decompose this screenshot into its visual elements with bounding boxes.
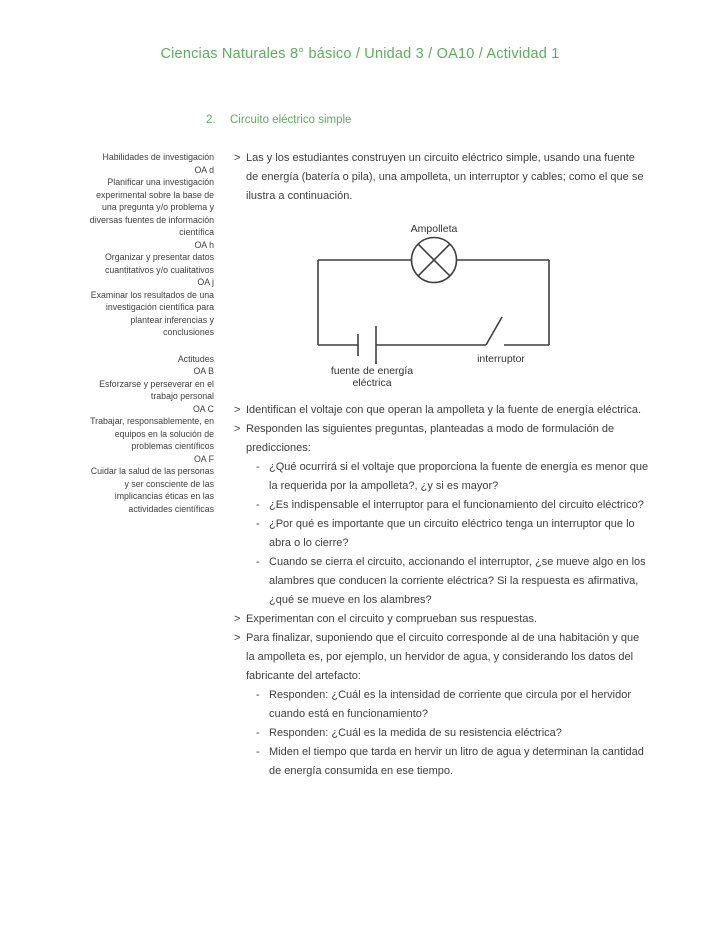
margin-notes	[87, 151, 214, 515]
dash-bullet-icon: -	[256, 727, 260, 739]
dash-bullet-icon: -	[256, 689, 260, 701]
oa-code: OA F	[193, 453, 214, 464]
svg-text:fuente de energía: fuente de energía	[330, 365, 414, 377]
circuit-wires	[318, 260, 549, 345]
page-title: Ciencias Naturales 8° básico / Unidad 3 / OA10 / Actividad 1	[160, 46, 560, 62]
oa-description: Examinar los resultados de una investigación científica para plantear inferencias y conclusiones	[90, 289, 214, 337]
activity-bullet	[206, 401, 654, 420]
oa-code: OA C	[192, 403, 214, 414]
oa-code: OA d	[194, 164, 214, 175]
activity-bullet	[206, 629, 654, 686]
circuit-diagram	[311, 217, 559, 389]
bullet-text: Las y los estudiantes construyen un circuito eléctrico simple, usando una fuente de energía (batería o pila), una ampolleta, un interruptor y cables; como el que se ilustra a continuación.	[246, 152, 644, 202]
activity-sub-bullet	[206, 743, 654, 781]
bullet-text: Para finalizar, suponiendo que el circuito corresponde al de una habitación y que la ampolleta es, por ejemplo, un hervidor de agua, y considerando los datos del fabricante del artefacto:	[246, 632, 640, 682]
source-label	[331, 365, 413, 389]
chevron-bullet-icon: >	[234, 632, 241, 644]
dash-bullet-icon: -	[256, 518, 260, 530]
section-heading	[206, 112, 654, 128]
oa-description: Trabajar, responsablemente, en equipos en la solución de problemas científicos	[90, 416, 214, 451]
activity-sub-bullet	[206, 496, 654, 515]
bullet-text: Responden las siguientes preguntas, planteadas a modo de formulación de predicciones:	[246, 423, 615, 454]
svg-text:eléctrica: eléctrica	[352, 377, 392, 389]
dash-bullet-icon: -	[256, 556, 260, 568]
dash-bullet-icon: -	[256, 461, 260, 473]
activity-sub-bullet	[206, 724, 654, 743]
lamp-icon	[412, 238, 457, 283]
oa-description: Esforzarse y perseverar en el trabajo personal	[99, 378, 214, 401]
dash-bullet-icon: -	[256, 746, 260, 758]
activity-bullet	[206, 420, 654, 458]
chevron-bullet-icon: >	[234, 423, 241, 435]
activity-bullet	[206, 610, 654, 629]
lamp-label: Ampolleta	[410, 223, 458, 235]
sub-bullet-text: Responden: ¿Cuál es la intensidad de corriente que circula por el hervidor cuando está en funcionamiento?	[269, 689, 631, 720]
sub-bullet-text: Miden el tiempo que tarda en hervir un litro de agua y determinan la cantidad de energía consumida en ese tiempo.	[269, 746, 644, 777]
oa-code: OA h	[194, 239, 214, 250]
activity-sub-bullet	[206, 458, 654, 496]
activity-bullet	[206, 149, 654, 206]
switch-icon	[486, 317, 502, 345]
oa-code: OA j	[197, 277, 214, 287]
sub-bullet-text: Responden: ¿Cuál es la medida de su resistencia eléctrica?	[269, 727, 562, 739]
attitudes-heading: Actitudes	[177, 353, 214, 364]
activity-body	[206, 149, 654, 781]
battery-icon	[358, 326, 376, 364]
section-number: 2.	[206, 114, 216, 126]
activity-content	[206, 112, 654, 781]
oa-description: Organizar y presentar datos cuantitativos y/o cualitativos	[104, 252, 214, 275]
sub-bullet-text: ¿Qué ocurrirá si el voltaje que proporciona la fuente de energía es menor que la requerida por la ampolleta?, ¿y si es mayor?	[269, 461, 649, 492]
bullet-text: Experimentan con el circuito y comprueban sus respuestas.	[246, 613, 538, 625]
chevron-bullet-icon: >	[234, 404, 241, 416]
chevron-bullet-icon: >	[234, 613, 241, 625]
sub-bullet-text: Cuando se cierra el circuito, accionando el interruptor, ¿se mueve algo en los alambres que conducen la corriente eléctrica? Si la respuesta es afirmativa, ¿qué se mueve en los alambres?	[269, 556, 646, 606]
activity-sub-bullet	[206, 515, 654, 553]
circuit-diagram-svg	[311, 217, 559, 389]
activity-sub-bullet	[206, 686, 654, 724]
chevron-bullet-icon: >	[234, 152, 241, 164]
skills-heading: Habilidades de investigación	[102, 152, 214, 162]
activity-sub-bullet	[206, 553, 654, 610]
switch-label: interruptor	[477, 353, 525, 365]
sub-bullet-text: ¿Por qué es importante que un circuito eléctrico tenga un interruptor que lo abra o lo cierre?	[269, 518, 635, 549]
sub-bullet-text: ¿Es indispensable el interruptor para el funcionamiento del circuito eléctrico?	[269, 499, 644, 511]
section-title: Circuito eléctrico simple	[230, 114, 352, 126]
oa-description: Planificar una investigación experimental sobre la base de una pregunta y/o problema y diversas fuentes de información científica	[89, 177, 214, 237]
dash-bullet-icon: -	[256, 499, 260, 511]
oa-code: OA B	[193, 366, 214, 376]
oa-description: Cuidar la salud de las personas y ser consciente de las implicancias éticas en las actividades científicas	[90, 466, 214, 514]
bullet-text: Identifican el voltaje con que operan la ampolleta y la fuente de energía eléctrica.	[246, 404, 642, 416]
